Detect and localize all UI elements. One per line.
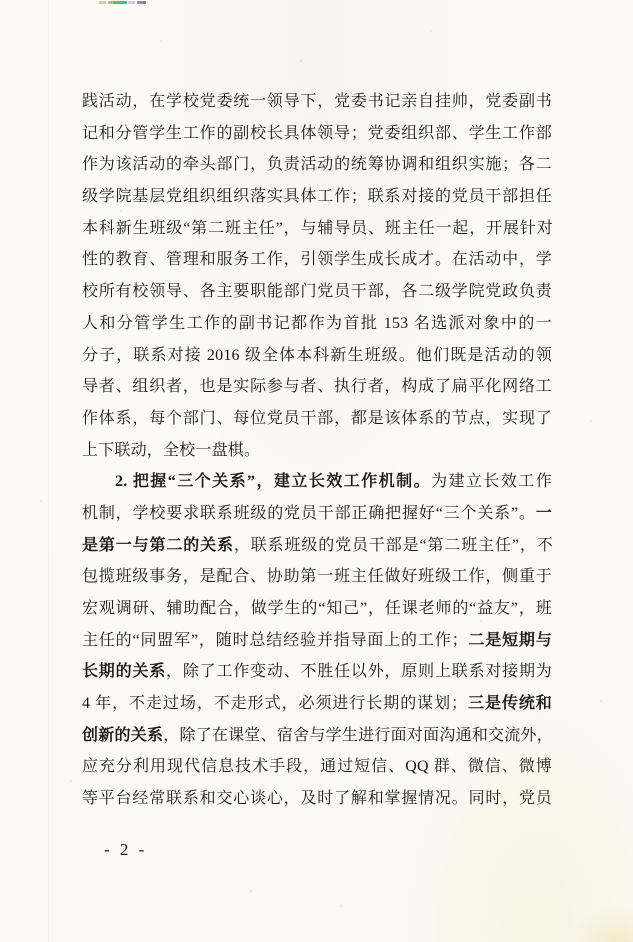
text-line — [82, 118, 552, 150]
text-segment: ，联系班级的党员干部是“第二班主任”，不 — [233, 536, 552, 554]
artifact-segment — [142, 1, 146, 4]
text-segment: 分子，联系对接 2016 级全体本科新生班级。他们既是活动的领 — [82, 346, 552, 364]
text-segment: 作体系，每个部门、每位党员干部，都是该体系的节点，实现了 — [82, 409, 552, 427]
text-line — [82, 751, 552, 783]
text-segment: 二是短期与 — [467, 631, 552, 649]
text-line — [82, 720, 552, 752]
text-line — [82, 86, 552, 118]
text-line — [82, 466, 552, 498]
text-line — [82, 561, 552, 593]
text-segment: 级学院基层党组织组织落实具体工作；联系对接的党员干部担任 — [82, 188, 552, 206]
corner-smudge — [571, 904, 633, 942]
scanner-edge-line — [48, 0, 49, 942]
artifact-segment — [99, 1, 106, 4]
text-segment: 校所有校领导、各主要职能部门党员干部，各二级学院党政负责 — [82, 283, 552, 301]
text-line — [82, 181, 552, 213]
text-line — [82, 276, 552, 308]
text-segment: 作为该活动的牵头部门，负责活动的统筹协调和组织实施；各二 — [82, 156, 552, 174]
text-line — [82, 783, 552, 815]
text-segment: 践活动，在学校党委统一领导下，党委书记亲自挂帅，党委副书 — [82, 93, 552, 110]
text-segment: 长期的关系 — [82, 663, 167, 681]
text-segment: 等平台经常联系和交心谈心，及时了解和掌握情况。同时，党员 — [82, 790, 552, 808]
text-line — [82, 593, 552, 625]
text-line — [82, 688, 552, 720]
text-segment: 上下联动，全校一盘棋。 — [82, 441, 261, 459]
text-line — [82, 530, 552, 562]
text-segment: 本科新生班级“第二班主任”，与辅导员、班主任一起，开展针对 — [82, 219, 552, 237]
text-line — [82, 340, 552, 372]
page-number: - 2 - — [104, 840, 148, 859]
text-line — [82, 403, 552, 435]
text-segment: 包揽班级事务，是配合、协助第一班主任做好班级工作，侧重于 — [82, 568, 552, 586]
scan-color-artifact — [99, 1, 146, 4]
text-line — [82, 213, 552, 245]
document-body-text — [82, 86, 552, 815]
text-line — [82, 656, 552, 688]
text-segment: 宏观调研、辅助配合，做学生的“知己”，任课老师的“益友”，班 — [82, 600, 552, 617]
text-segment: 机制，学校要求联系班级的党员干部正确把握好“三个关系”。 — [82, 504, 536, 522]
text-segment: 三是传统和 — [467, 695, 552, 713]
text-line — [82, 244, 552, 276]
text-segment: 创新的关系 — [82, 726, 164, 744]
text-line — [82, 149, 552, 181]
text-segment: 2. 把握“三个关系”，建立长效工作机制。 — [115, 473, 432, 491]
text-segment: 为建立长效工作 — [431, 473, 552, 491]
text-segment: 性的教育、管理和服务工作，引领学生成长成才。在活动中，学 — [82, 251, 552, 269]
paper-speckles — [0, 0, 1, 1]
text-segment: 主任的“同盟军”，随时总结经验并指导面上的工作； — [82, 631, 468, 649]
text-segment: 应充分利用现代信息技术手段，通过短信、QQ 群、微信、微博 — [82, 758, 552, 776]
text-segment: 一 — [535, 504, 552, 522]
text-segment: 是第一与第二的关系 — [82, 536, 234, 554]
text-line — [82, 498, 552, 530]
text-segment: 导者、组织者，也是实际参与者、执行者，构成了扁平化网络工 — [82, 378, 552, 396]
text-segment: ，除了工作变动、不胜任以外，原则上联系对接期为 — [166, 663, 552, 681]
text-segment: 4 年，不走过场，不走形式，必须进行长期的谋划； — [82, 695, 468, 713]
artifact-segment — [128, 1, 135, 4]
text-line — [82, 308, 552, 340]
text-segment: 人和分管学生工作的副书记都作为首批 153 名选派对象中的一 — [82, 314, 552, 332]
artifact-segment — [113, 1, 127, 4]
text-segment: 记和分管学生工作的副校长具体领导；党委组织部、学生工作部 — [82, 124, 552, 142]
text-line — [82, 371, 552, 403]
text-segment: ，除了在课堂、宿舍与学生进行面对面沟通和交流外， — [163, 726, 552, 744]
text-line — [82, 435, 552, 467]
text-line — [82, 625, 552, 657]
